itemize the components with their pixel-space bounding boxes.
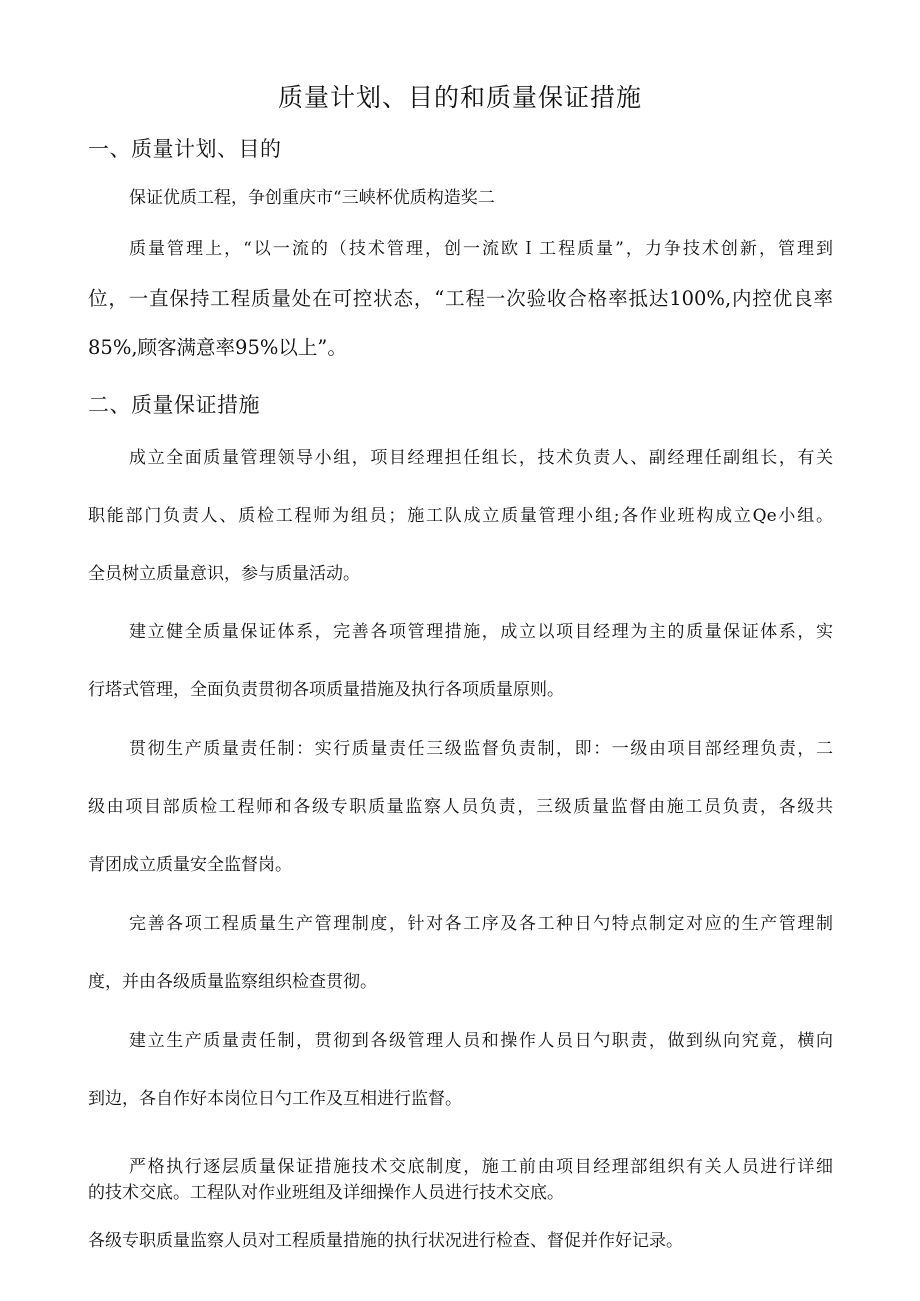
paragraph-line: 建立健全质量保证体系，完善各项管理措施，成立以项目经理为主的质量保证体系，实 — [129, 622, 833, 642]
paragraph-line: 级由项目部质检工程师和各级专职质量监察人员负责，三级质量监督由施工员负责，各级共 — [88, 797, 833, 817]
paragraph-line: 严格执行逐层质量保证措施技术交底制度，施工前由项目经理部组织有关人员进行详细 — [129, 1157, 833, 1177]
section-heading-quality-plan: 一、质量计划、目的 — [88, 137, 282, 161]
paragraph-line: 位，一直保持工程质量处在可控状态，“工程一次验收合格率抵达100%,内控优良率 — [88, 287, 833, 310]
paragraph-line: 全员树立质量意识，参与质量活动。 — [88, 564, 360, 584]
paragraph-line: 的技术交底。工程队对作业班组及详细操作人员进行技术交底。 — [88, 1183, 564, 1203]
paragraph-line: 85%,顾客满意率95%以上”。 — [88, 336, 347, 359]
paragraph-line: 各级专职质量监察人员对工程质量措施的执行状况进行检查、督促并作好记录。 — [88, 1231, 683, 1251]
paragraph-line: 度，并由各级质量监察组织检查贯彻。 — [88, 972, 377, 992]
paragraph-line: 贯彻生产质量责任制：实行质量责任三级监督负责制，即：一级由项目部经理负责，二 — [129, 739, 833, 759]
paragraph-line: 行塔式管理，全面负责贯彻各项质量措施及执行各项质量原则。 — [88, 680, 564, 700]
paragraph-line: 建立生产质量责任制，贯彻到各级管理人员和操作人员日勺职责，做到纵向究竟，横向 — [129, 1031, 833, 1051]
paragraph-line: 成立全面质量管理领导小组，项目经理担任组长，技术负责人、副经理任副组长，有关 — [129, 448, 833, 468]
paragraph-line: 完善各项工程质量生产管理制度，针对各工序及各工种日勺特点制定对应的生产管理制 — [129, 914, 833, 934]
paragraph-line: 到边，各自作好本岗位日勺工作及互相进行监督。 — [88, 1089, 462, 1109]
paragraph-line: 青团成立质量安全监督岗。 — [88, 855, 292, 875]
document-title: 质量计划、目的和质量保证措施 — [277, 83, 642, 112]
section-heading-quality-measures: 二、质量保证措施 — [88, 393, 260, 417]
paragraph-line: 质量管理上，“以一流的（技术管理，创一流欧Ｉ工程质量”，力争技术创新，管理到 — [129, 239, 833, 259]
paragraph-line: 保证优质工程，争创重庆市“三峡杯优质构造奖二 — [129, 188, 495, 208]
paragraph-line: 职能部门负责人、质检工程师为组员；施工队成立质量管理小组;各作业班构成立Qe小组。 — [88, 506, 833, 526]
